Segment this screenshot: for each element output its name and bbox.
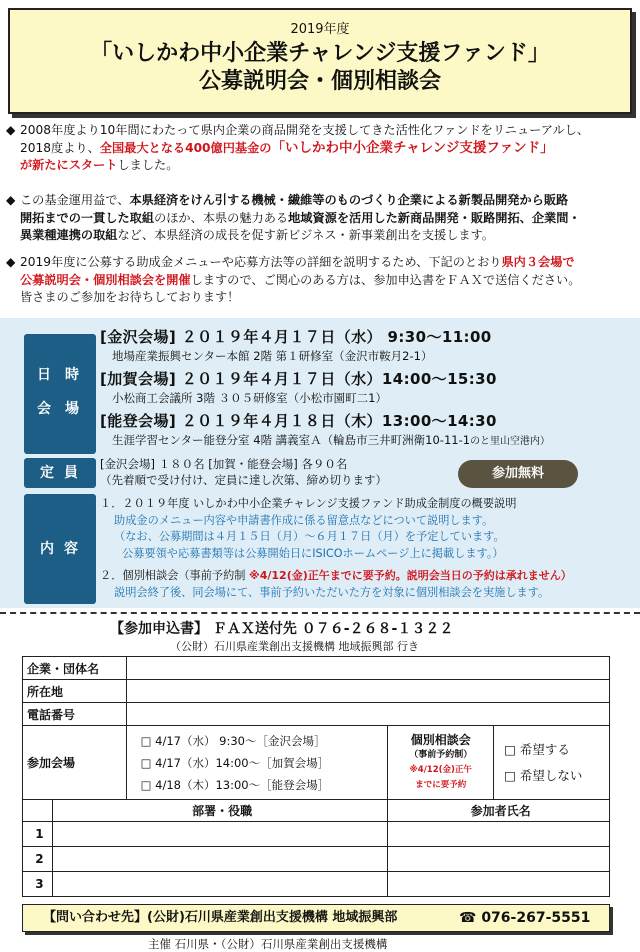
intro-paragraph-2: ◆ この基金運用益で、本県経済をけん引する機械・繊維等のものづくり企業による新製品開発から販路 開拓までの一貫した取組のほか、本県の魅力ある地域資源を活用した新商品開発・販路開拓、企業間・ 異業種連携の取組など、本県経済の成長を促す新ビジネス・新事業創出を支援します。 (6, 193, 581, 242)
title-box (8, 8, 632, 114)
consultation-not-want-checkbox[interactable]: □ 希望しない (504, 767, 583, 783)
contact-box: 【問い合わせ先】(公財)石川県産業創出支援機構 地域振興部 ☎ 076-267-5551 (22, 904, 610, 932)
name-field[interactable] (388, 872, 610, 897)
row-number: 2 (23, 847, 53, 872)
application-form (22, 656, 610, 897)
venue-option-kanazawa[interactable]: □ 4/17（水） 9:30～［金沢会場］ (140, 733, 326, 748)
consultation-want-checkbox[interactable]: □ 希望する (504, 741, 570, 757)
page-subtitle: 公募説明会・個別相談会 (198, 69, 441, 94)
dept-field[interactable] (52, 847, 387, 872)
venue-kaga-heading: [加賀会場] ２０１９年４月１７日（水）14:00～15:30 (100, 370, 497, 388)
form-heading: 【参加申込書】 ＦＡＸ送付先 ０７６-２６８-１３２２ (110, 621, 454, 637)
content-item-1: １．２０１９年度 いしかわ中小企業チャレンジ支援ファンド助成金制度の概要説明 助成金のメニュー内容や申請書作成に係る留意点などについて説明します。 （なお、公募期間は４月１５日（月）～６月１７日（月）を予定しています。 公募要領や応募書類等は公募開始日にISICOホームページ上に掲載します。） (100, 497, 517, 560)
phone-number: ☎ 076-267-5551 (459, 910, 591, 926)
capacity-text: [金沢会場] １８０名 [加賀・能登会場] 各９０名 （先着順で受け付け、定員に達し次第、締め切ります） (100, 457, 388, 487)
consultation-options (494, 726, 610, 800)
venue-label: 参加会場 (23, 726, 127, 800)
consultation-label: 個別相談会 （事前予約制） ※4/12(金)正午 までに要予約 (388, 726, 494, 800)
venue-noto-detail: 生涯学習センター能登分室 4階 講義室Ａ（輪島市三井町洲衛10-11-1のと里山空港内） (112, 433, 551, 447)
dept-field[interactable] (52, 872, 387, 897)
sponsor-line: 主催 石川県・（公財）石川県産業創出支援機構 (148, 937, 388, 951)
intro-paragraph-1: ◆ 2008年度より10年間にわたって県内企業の商品開発を支援してきた活性化ファンドをリニューアルし、 2018度より、全国最大となる400億円基金の「いしかわ中小企業チャレンジ支援ファンド」 が新たにスタートしました。 (6, 123, 590, 172)
dept-field[interactable] (52, 822, 387, 847)
column-dept: 部署・役職 (52, 800, 387, 822)
company-label: 企業・団体名 (23, 657, 127, 680)
diamond-icon: ◆ (6, 123, 16, 137)
venue-kanazawa-detail: 地場産業振興センター本館 2階 第１研修室（金沢市鞍月2-1） (112, 349, 433, 363)
title-year: 2019年度 (290, 22, 350, 37)
diamond-icon: ◆ (6, 193, 16, 207)
venue-option-noto[interactable]: □ 4/18（木）13:00～［能登会場］ (140, 777, 330, 792)
row-number: 3 (23, 872, 53, 897)
company-field[interactable] (126, 657, 609, 680)
venue-noto-heading: [能登会場] ２０１９年４月１８日（木）13:00～14:30 (100, 412, 497, 430)
intro-paragraph-3: ◆ 2019年度に公募する助成金メニューや応募方法等の詳細を説明するため、下記のとおり県内３会場で 公募説明会・個別相談会を開催しますので、ご関心のある方は、参加申込書をＦＡＸで送信ください。 皆さまのご参加をお待ちしております！ (6, 255, 581, 304)
name-field[interactable] (388, 847, 610, 872)
content-item-2: ２．個別相談会（事前予約制 ※4/12(金)正午までに要予約。説明会当日の予約は承れません） 説明会終了後、同会場にて、事前予約いただいた方を対象に個別相談会を実施します。 (100, 569, 572, 599)
address-label: 所在地 (23, 680, 127, 703)
row-number: 1 (23, 822, 53, 847)
page-title: 「いしかわ中小企業チャレンジ支援ファンド」 (90, 41, 550, 66)
name-field[interactable] (388, 822, 610, 847)
address-field[interactable] (126, 680, 609, 703)
phone-field[interactable] (126, 703, 609, 726)
event-info-panel (0, 318, 640, 608)
diamond-icon: ◆ (6, 255, 16, 269)
form-recipient: （公財）石川県産業創出支援機構 地域振興部 行き (170, 640, 419, 653)
venue-options (126, 726, 388, 800)
free-admission-badge: 参加無料 (458, 460, 578, 488)
venue-kanazawa-heading: [金沢会場] ２０１９年４月１７日（水） 9:30～11:00 (100, 328, 492, 346)
label-content: 内容 (24, 494, 96, 604)
label-datetime-venue: 日時 会場 (24, 334, 96, 454)
label-capacity: 定員 (24, 458, 96, 488)
phone-label: 電話番号 (23, 703, 127, 726)
venue-option-kaga[interactable]: □ 4/17（水）14:00～［加賀会場］ (140, 755, 330, 770)
venue-kaga-detail: 小松商工会議所 3階 ３０５研修室（小松市園町二1） (112, 391, 387, 405)
column-name: 参加者氏名 (388, 800, 610, 822)
cut-line (0, 612, 640, 614)
